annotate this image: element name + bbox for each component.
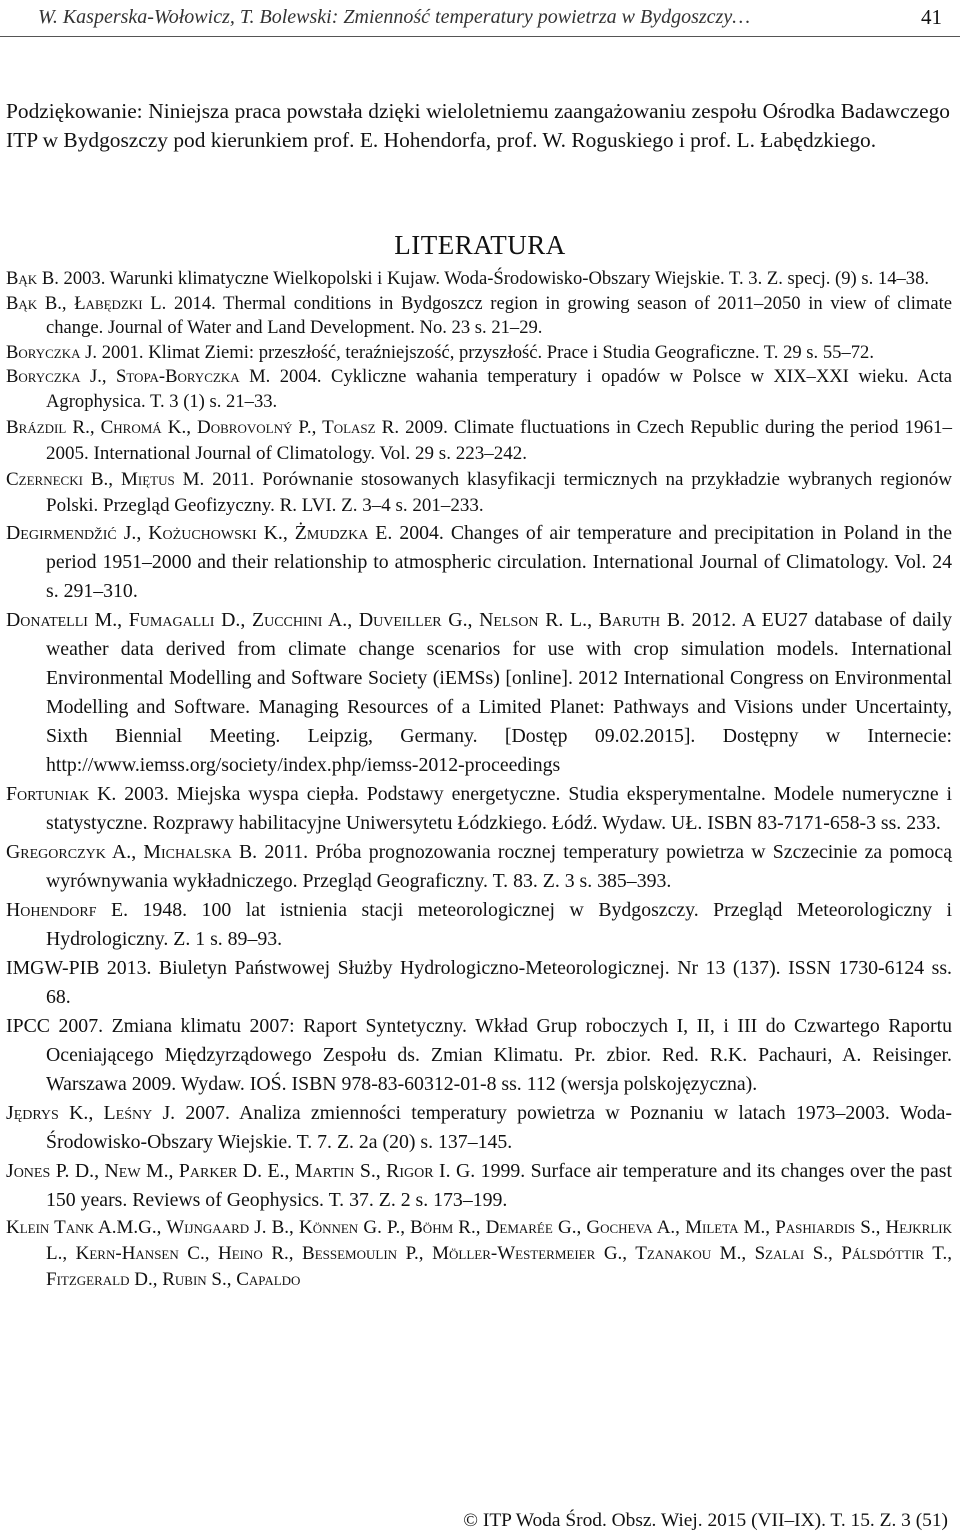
reference-authors: Bąk B., Łabędzki L.	[6, 292, 167, 314]
reference-authors: Bąk B.	[6, 268, 59, 289]
reference-authors: Czernecki B., Miętus M.	[6, 468, 205, 490]
reference-authors: Boryczka J.	[6, 341, 98, 363]
reference-text: 2014. Thermal conditions in Bydgoszcz region in growing season of 2011–2050 in view of climate change. Journal of Water and Land Development. No. 23 s. 21–29.	[46, 292, 952, 339]
reference-text: 2004. Changes of air temperature and precipitation in Poland in the period 1951–2000 and their relationship to atmospheric circulation. International Journal of Climatology. Vol. 24 s. 291–310.	[46, 521, 952, 602]
reference-text: 2007. Analiza zmienności temperatury powietrza w Poznaniu w latach 1973–2003. Woda-Środowisko-Obszary Wiejskie. T. 7. Z. 2a (20) s. 137–145.	[46, 1101, 952, 1153]
reference-item	[6, 415, 952, 467]
reference-item	[6, 519, 952, 606]
reference-item	[6, 1012, 952, 1099]
reference-authors: Donatelli M., Fumagalli D., Zucchini A., Duveiller G., Nelson R. L., Baruth B.	[6, 608, 685, 631]
reference-item	[6, 1215, 952, 1293]
reference-item	[6, 365, 952, 414]
reference-authors: Boryczka J., Stopa-Boryczka M.	[6, 366, 271, 388]
journal-footer: © ITP Woda Środ. Obsz. Wiej. 2015 (VII–IX). T. 15. Z. 3 (51)	[463, 1510, 948, 1531]
reference-item	[6, 954, 952, 1012]
reference-item	[6, 1099, 952, 1157]
reference-text: 2011. Próba prognozowania rocznej temperatury powietrza w Szczecinie za pomocą wyrównywania wykładniczego. Przegląd Geograficzny. T. 83. Z. 3 s. 385–393.	[46, 840, 952, 892]
section-title: LITERATURA	[394, 230, 566, 260]
header-rule	[0, 36, 960, 37]
reference-item	[6, 838, 952, 896]
running-header	[38, 2, 952, 36]
reference-text: 2004. Cykliczne wahania temperatury i opadów w Polsce w XIX–XXI wieku. Acta Agrophysica. T. 3 (1) s. 21–33.	[46, 366, 952, 412]
reference-text: IMGW-PIB 2013. Biuletyn Państwowej Służby Hydrologiczno-Meteorologicznej. Nr 13 (137). ISSN 1730-6124 ss. 68.	[6, 956, 952, 1008]
reference-authors: Klein Tank A.M.G., Wijngaard J. B., Können G. P., Böhm R., Demarée G., Gocheva A., Mileta M., Pashiardis S., Hejkrlik L., Kern-Hansen C., Heino R., Bessemoulin P., Möller-Westermeier G., Tzanakou M., Szalai S., Pálsdóttir T., Fitzgerald D., Rubin S., Capaldo	[6, 1216, 952, 1290]
reference-item	[6, 1157, 952, 1215]
reference-authors: Jędrys K., Leśny J.	[6, 1101, 176, 1124]
reference-item	[6, 292, 952, 341]
reference-list	[6, 267, 952, 1293]
reference-text: 1948. 100 lat istnienia stacji meteorologicznej w Bydgoszczy. Przegląd Meteorologiczny i Hydrologiczny. Z. 1 s. 89–93.	[46, 898, 952, 950]
page-number: 41	[921, 5, 942, 29]
reference-authors: Hohendorf E.	[6, 898, 129, 921]
acknowledgement: Podziękowanie: Niniejsza praca powstała dzięki wieloletniemu zaangażowaniu zespołu Ośrodka Badawczego ITP w Bydgoszczy pod kierunkiem prof. E. Hohendorfa, prof. W. Roguskiego i prof. L. Łabędzkiego.	[6, 99, 950, 153]
reference-item	[6, 341, 952, 366]
reference-authors: Degirmendžić J., Kożuchowski K., Żmudzka E.	[6, 521, 393, 544]
reference-text: 2009. Climate fluctuations in Czech Republic during the period 1961–2005. International Journal of Climatology. Vol. 29 s. 223–242.	[46, 416, 953, 464]
reference-text: 1999. Surface air temperature and its changes over the past 150 years. Reviews of Geophysics. T. 37. Z. 2 s. 173–199.	[46, 1159, 952, 1211]
reference-item	[6, 896, 952, 954]
reference-item	[6, 606, 952, 780]
reference-authors: Brázdil R., Chromá K., Dobrovolný P., Tolasz R.	[6, 416, 400, 438]
reference-text: 2001. Klimat Ziemi: przeszłość, teraźniejszość, przyszłość. Prace i Studia Geograficzne. T. 29 s. 55–72.	[97, 341, 874, 363]
reference-text: 2003. Warunki klimatyczne Wielkopolski i Kujaw. Woda-Środowisko-Obszary Wiejskie. T. 3. Z. specj. (9) s. 14–38.	[58, 268, 930, 289]
reference-item	[6, 467, 952, 519]
reference-item	[6, 780, 952, 838]
reference-text: 2012. A EU27 database of daily weather data derived from climate change scenarios for use with crop simulation models. International Environmental Modelling and Software Society (iEMSs) [online]. 2012 International Congress on Environmental Modelling and Software. Managing Resources of a Limited Planet: Pathways and Visions under Uncertainty, Sixth Biennial Meeting. Leipzig, Germany. [Dostęp 09.02.2015]. Dostępny w Internecie: http://www.iemss.org/society/index.php/iemss-2012-proceedings	[46, 608, 952, 776]
reference-text: 2011. Porównanie stosowanych klasyfikacji termicznych na przykładzie wybranych regionów Polski. Przegląd Geofizyczny. R. LVI. Z. 3–4 s. 201–233.	[46, 468, 953, 516]
reference-authors: Jones P. D., New M., Parker D. E., Martin S., Rigor I. G.	[6, 1159, 476, 1182]
reference-text: 2003. Miejska wyspa ciepła. Podstawy energetyczne. Studia eksperymentalne. Modele numeryczne i statystyczne. Rozprawy habilitacyjne Uniwersytetu Łódzkiego. Łódź. Wydaw. UŁ. ISBN 83-7171-658-3 ss. 233.	[46, 782, 952, 834]
reference-authors: Fortuniak K.	[6, 782, 117, 805]
running-title: W. Kasperska-Wołowicz, T. Bolewski: Zmienność temperatury powietrza w Bydgoszczy…	[38, 6, 751, 28]
reference-text: IPCC 2007. Zmiana klimatu 2007: Raport Syntetyczny. Wkład Grup roboczych I, II, i III do Czwartego Raportu Oceniającego Międzyrządowego Zespołu ds. Zmian Klimatu. Pr. zbior. Red. R.K. Pachauri, A. Reisinger. Warszawa 2009. Wydaw. IOŚ. ISBN 978-83-60312-01-8 ss. 112 (wersja polskojęzyczna).	[6, 1014, 952, 1095]
reference-authors: Gregorczyk A., Michalska B.	[6, 840, 258, 863]
reference-item	[6, 267, 952, 292]
